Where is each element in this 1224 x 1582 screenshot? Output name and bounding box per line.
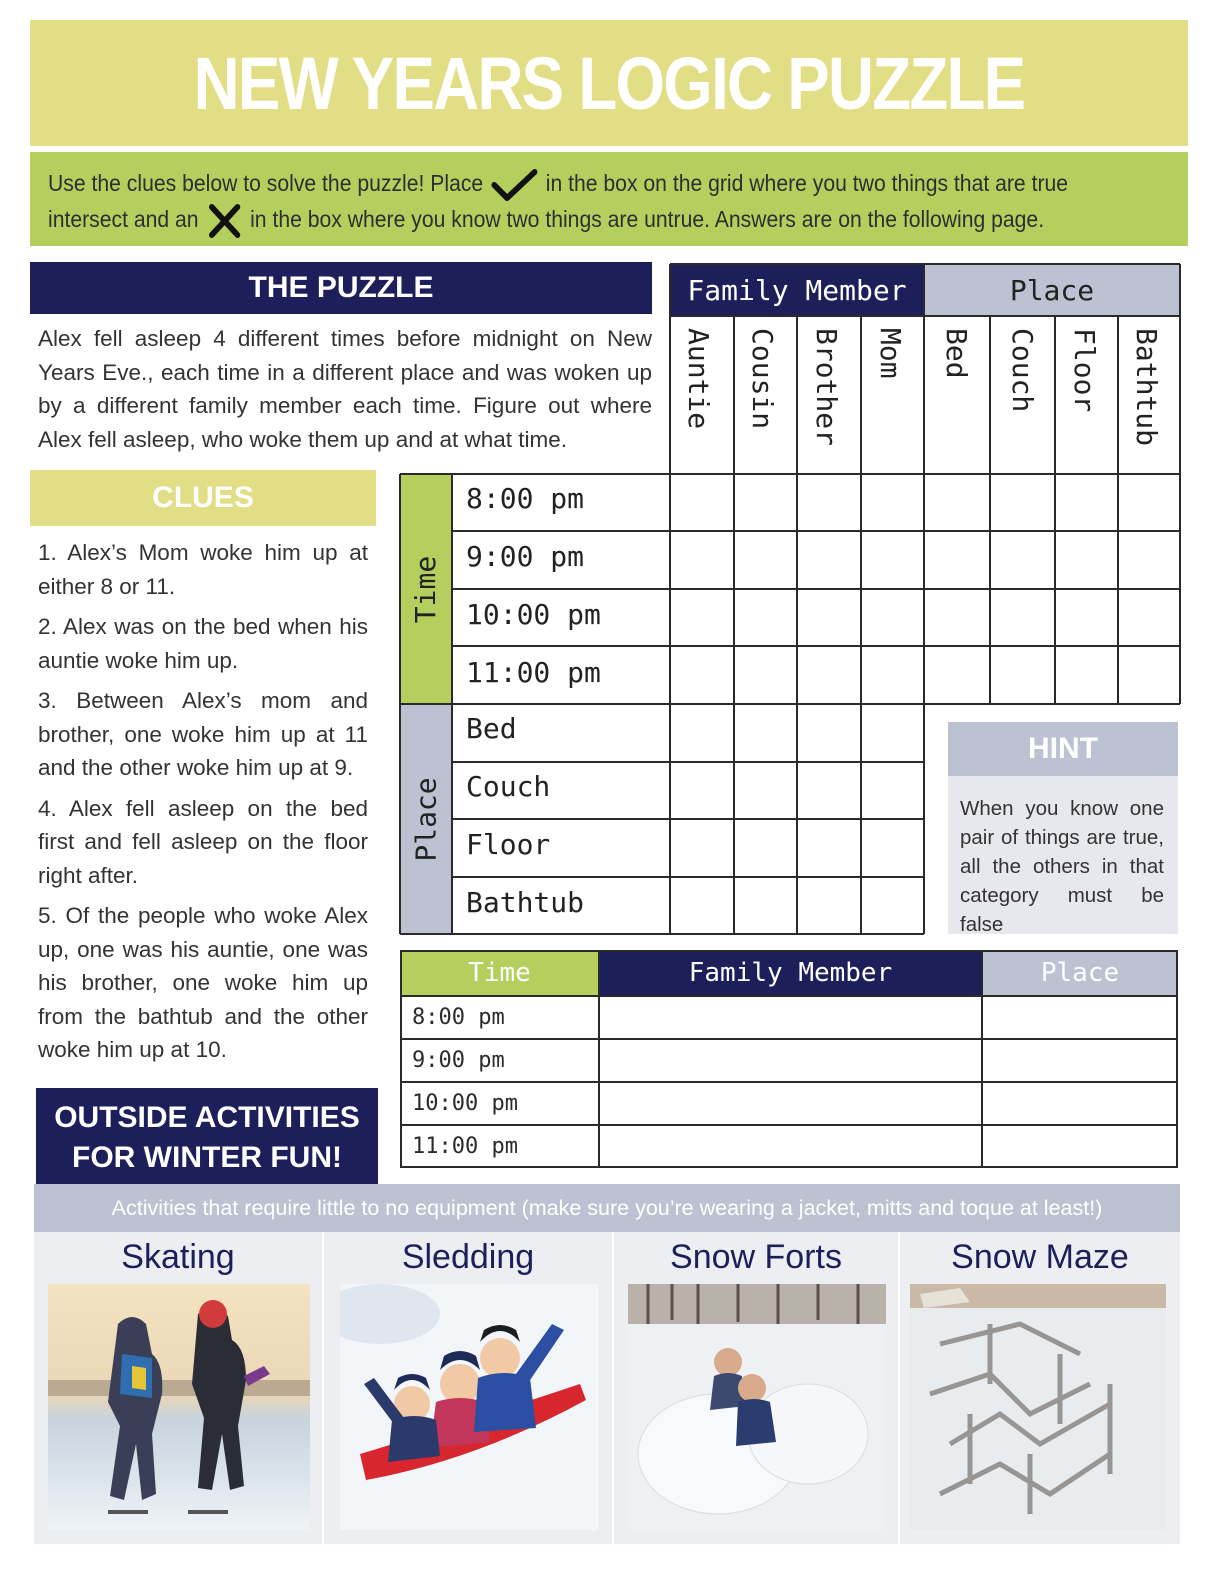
row-label-11pm: 11:00 pm: [466, 656, 601, 689]
row-label-couch: Couch: [466, 770, 551, 803]
row-label-9pm: 9:00 pm: [466, 540, 585, 573]
answer-col-family: Family Member: [599, 950, 982, 996]
col-head-bed: Bed: [940, 328, 973, 379]
activity-title: Snow Maze: [951, 1238, 1129, 1276]
activity-title: Skating: [121, 1238, 235, 1276]
instructions-text-4: in the box where you know two things are untrue. Answers are on the following page.: [250, 205, 1045, 232]
col-head-couch: Couch: [1006, 328, 1039, 413]
outside-heading-line-2: FOR WINTER FUN!: [72, 1141, 342, 1174]
instructions-text-1: Use the clues below to solve the puzzle! Place: [48, 170, 484, 196]
col-head-cousin: Cousin: [746, 328, 779, 430]
answer-row-8pm: 8:00 pm: [412, 1005, 505, 1030]
sledding-photo: [340, 1284, 598, 1530]
activities-subtitle: Activities that require little to no equipment (make sure you’re wearing a jacket, mitts and toque at least!): [34, 1184, 1180, 1232]
clue-item: 3. Between Alex’s mom and brother, one woke him up at 11 and the other woke him up at 9.: [38, 688, 368, 780]
row-label-10pm: 10:00 pm: [466, 598, 601, 631]
col-head-bathtub: Bathtub: [1130, 328, 1163, 447]
answer-row-11pm: 11:00 pm: [412, 1134, 518, 1159]
page-title: NEW YEARS LOGIC PUZZLE: [193, 41, 1025, 125]
col-head-brother: Brother: [810, 328, 843, 447]
outside-heading-line-1: OUTSIDE ACTIVITIES: [54, 1101, 360, 1134]
hint-heading-text: HINT: [1028, 732, 1098, 765]
answer-table-lines: [400, 950, 1178, 1168]
clue-item: 1. Alex’s Mom woke him up at either 8 or 11.: [38, 540, 368, 599]
activity-card-sledding: [324, 1232, 612, 1544]
hint-text: When you know one pair of things are true, all the others in that category must be false: [948, 776, 1178, 934]
clues-heading-text: CLUES: [152, 481, 254, 514]
activity-card-snow-forts: [614, 1232, 898, 1544]
answer-row-10pm: 10:00 pm: [412, 1091, 518, 1116]
puzzle-heading-text: THE PUZZLE: [248, 271, 434, 304]
outside-activities-heading: [36, 1088, 378, 1188]
activity-title: Snow Forts: [670, 1238, 842, 1276]
col-head-auntie: Auntie: [682, 328, 715, 430]
col-head-floor: Floor: [1068, 328, 1101, 413]
clue-item: 5. Of the people who woke Alex up, one was his auntie, one was his brother, one woke him up from the bathtub and the other woke him up at 10.: [38, 903, 368, 1062]
clue-item: 4. Alex fell asleep on the bed first and fell asleep on the floor right after.: [38, 795, 368, 888]
activity-card-skating: [34, 1232, 322, 1544]
answer-table: [400, 950, 1178, 1168]
time-side-label-text: Time: [409, 555, 443, 623]
instructions-text-2: in the box on the grid where you two things that are true: [545, 170, 1069, 196]
activity-card-snow-maze: [900, 1232, 1180, 1544]
snow-maze-photo: [910, 1284, 1166, 1530]
row-label-bed: Bed: [466, 712, 517, 745]
answer-row-9pm: 9:00 pm: [412, 1048, 505, 1073]
place-header-text: Place: [1009, 273, 1095, 307]
skating-photo: [48, 1284, 310, 1530]
col-head-mom: Mom: [874, 328, 907, 379]
puzzle-description: Alex fell asleep 4 different times before midnight on New Years Eve., each time in a different place and was woken up by a different family member each time. Figure out where Alex fell asleep, who woke them up and at what time.: [38, 326, 652, 452]
answer-col-time: Time: [400, 950, 599, 996]
hint-heading: [948, 722, 1178, 776]
row-label-floor: Floor: [466, 828, 551, 861]
row-label-8pm: 8:00 pm: [466, 482, 585, 515]
instructions-text-3: intersect and an: [48, 205, 199, 232]
row-label-bathtub: Bathtub: [466, 886, 585, 919]
family-member-header-text: Family Member: [687, 273, 907, 307]
activity-title: Sledding: [401, 1238, 535, 1276]
clue-item: 2. Alex was on the bed when his auntie woke him up.: [38, 614, 368, 673]
place-side-label-text: Place: [409, 776, 443, 862]
answer-col-place: Place: [982, 950, 1178, 996]
snow-forts-photo: [628, 1284, 886, 1530]
